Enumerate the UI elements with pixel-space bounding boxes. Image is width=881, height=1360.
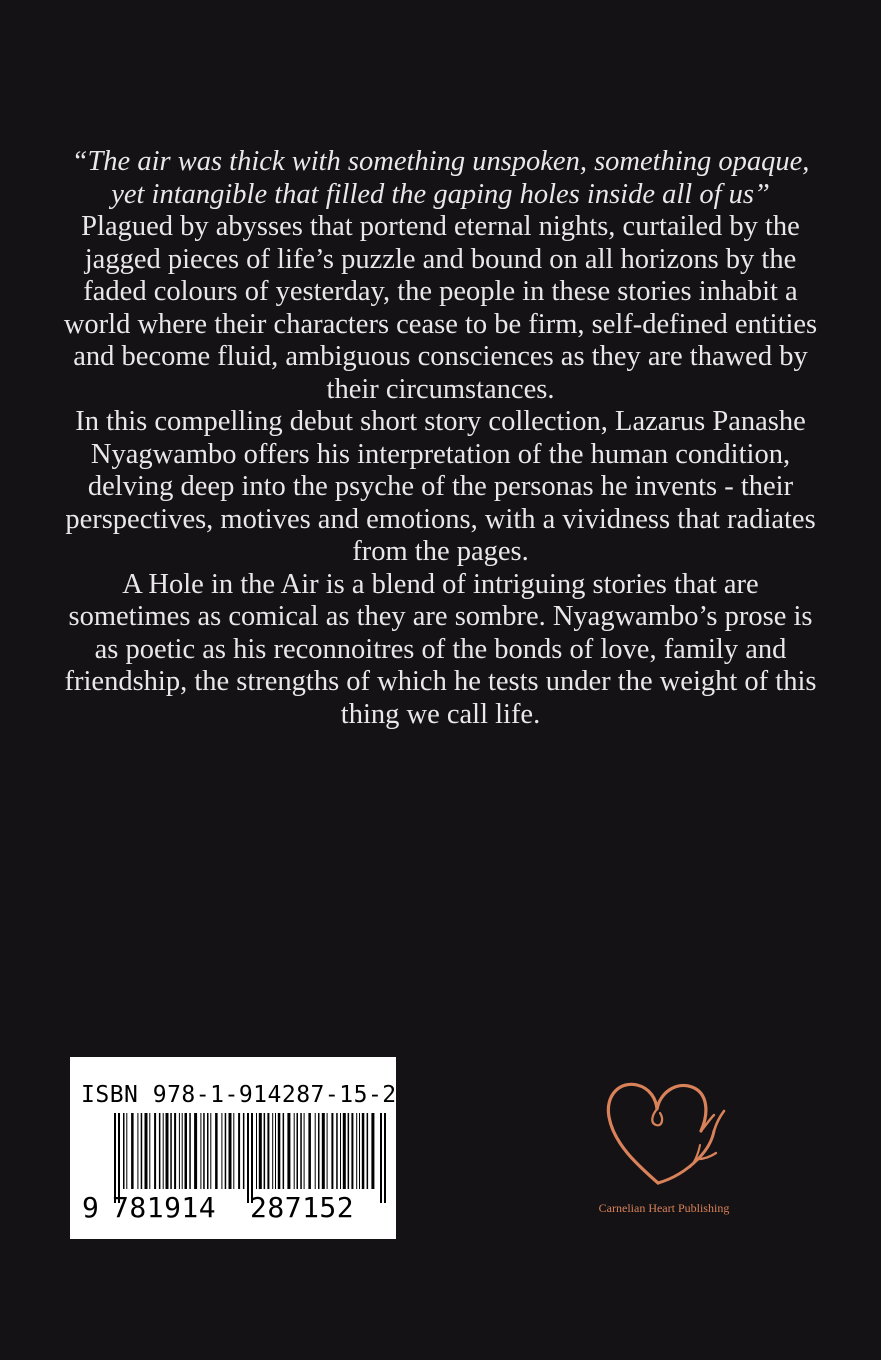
barcode-digits	[82, 1192, 390, 1224]
heart-in-hand-icon	[600, 1075, 730, 1195]
barcode-digits-left: 781914	[112, 1191, 217, 1224]
barcode-digit-first: 9	[82, 1191, 99, 1224]
blurb-text	[60, 146, 821, 731]
publisher-name: Carnelian Heart Publishing	[598, 1201, 730, 1215]
isbn-label: ISBN 978-1-914287-15-2	[81, 1082, 397, 1108]
barcode-digits-right: 287152	[250, 1191, 355, 1224]
publisher-logo	[580, 1075, 748, 1225]
blurb-paragraph-1: Plagued by abysses that portend eternal nights, curtailed by the jagged pieces of life’s puzzle and bound on all horizons by the faded colours of yesterday, the people in these stories inhabit a world where their characters cease to be firm, self-defined entities and become fluid, ambiguous consciences as they are thawed by their circumstances.	[63, 211, 818, 405]
isbn-barcode	[70, 1057, 396, 1239]
blurb-paragraph-2: In this compelling debut short story collection, Lazarus Panashe Nyagwambo offers his interpretation of the human condition, delving deep into the psyche of the personas he invents - their perspectives, motives and emotions, with a vividness that radiates from the pages.	[65, 406, 816, 567]
blurb-paragraph-3: A Hole in the Air is a blend of intriguing stories that are sometimes as comical as they are sombre. Nyagwambo’s prose is as poetic as his reconnoitres of the bonds of love, family and friendship, the strengths of which he tests under the weight of this thing we call life.	[64, 568, 817, 730]
epigraph-quote: “The air was thick with something unspoken, something opaque, yet intangible that filled the gaping holes inside all of us”	[71, 146, 810, 210]
